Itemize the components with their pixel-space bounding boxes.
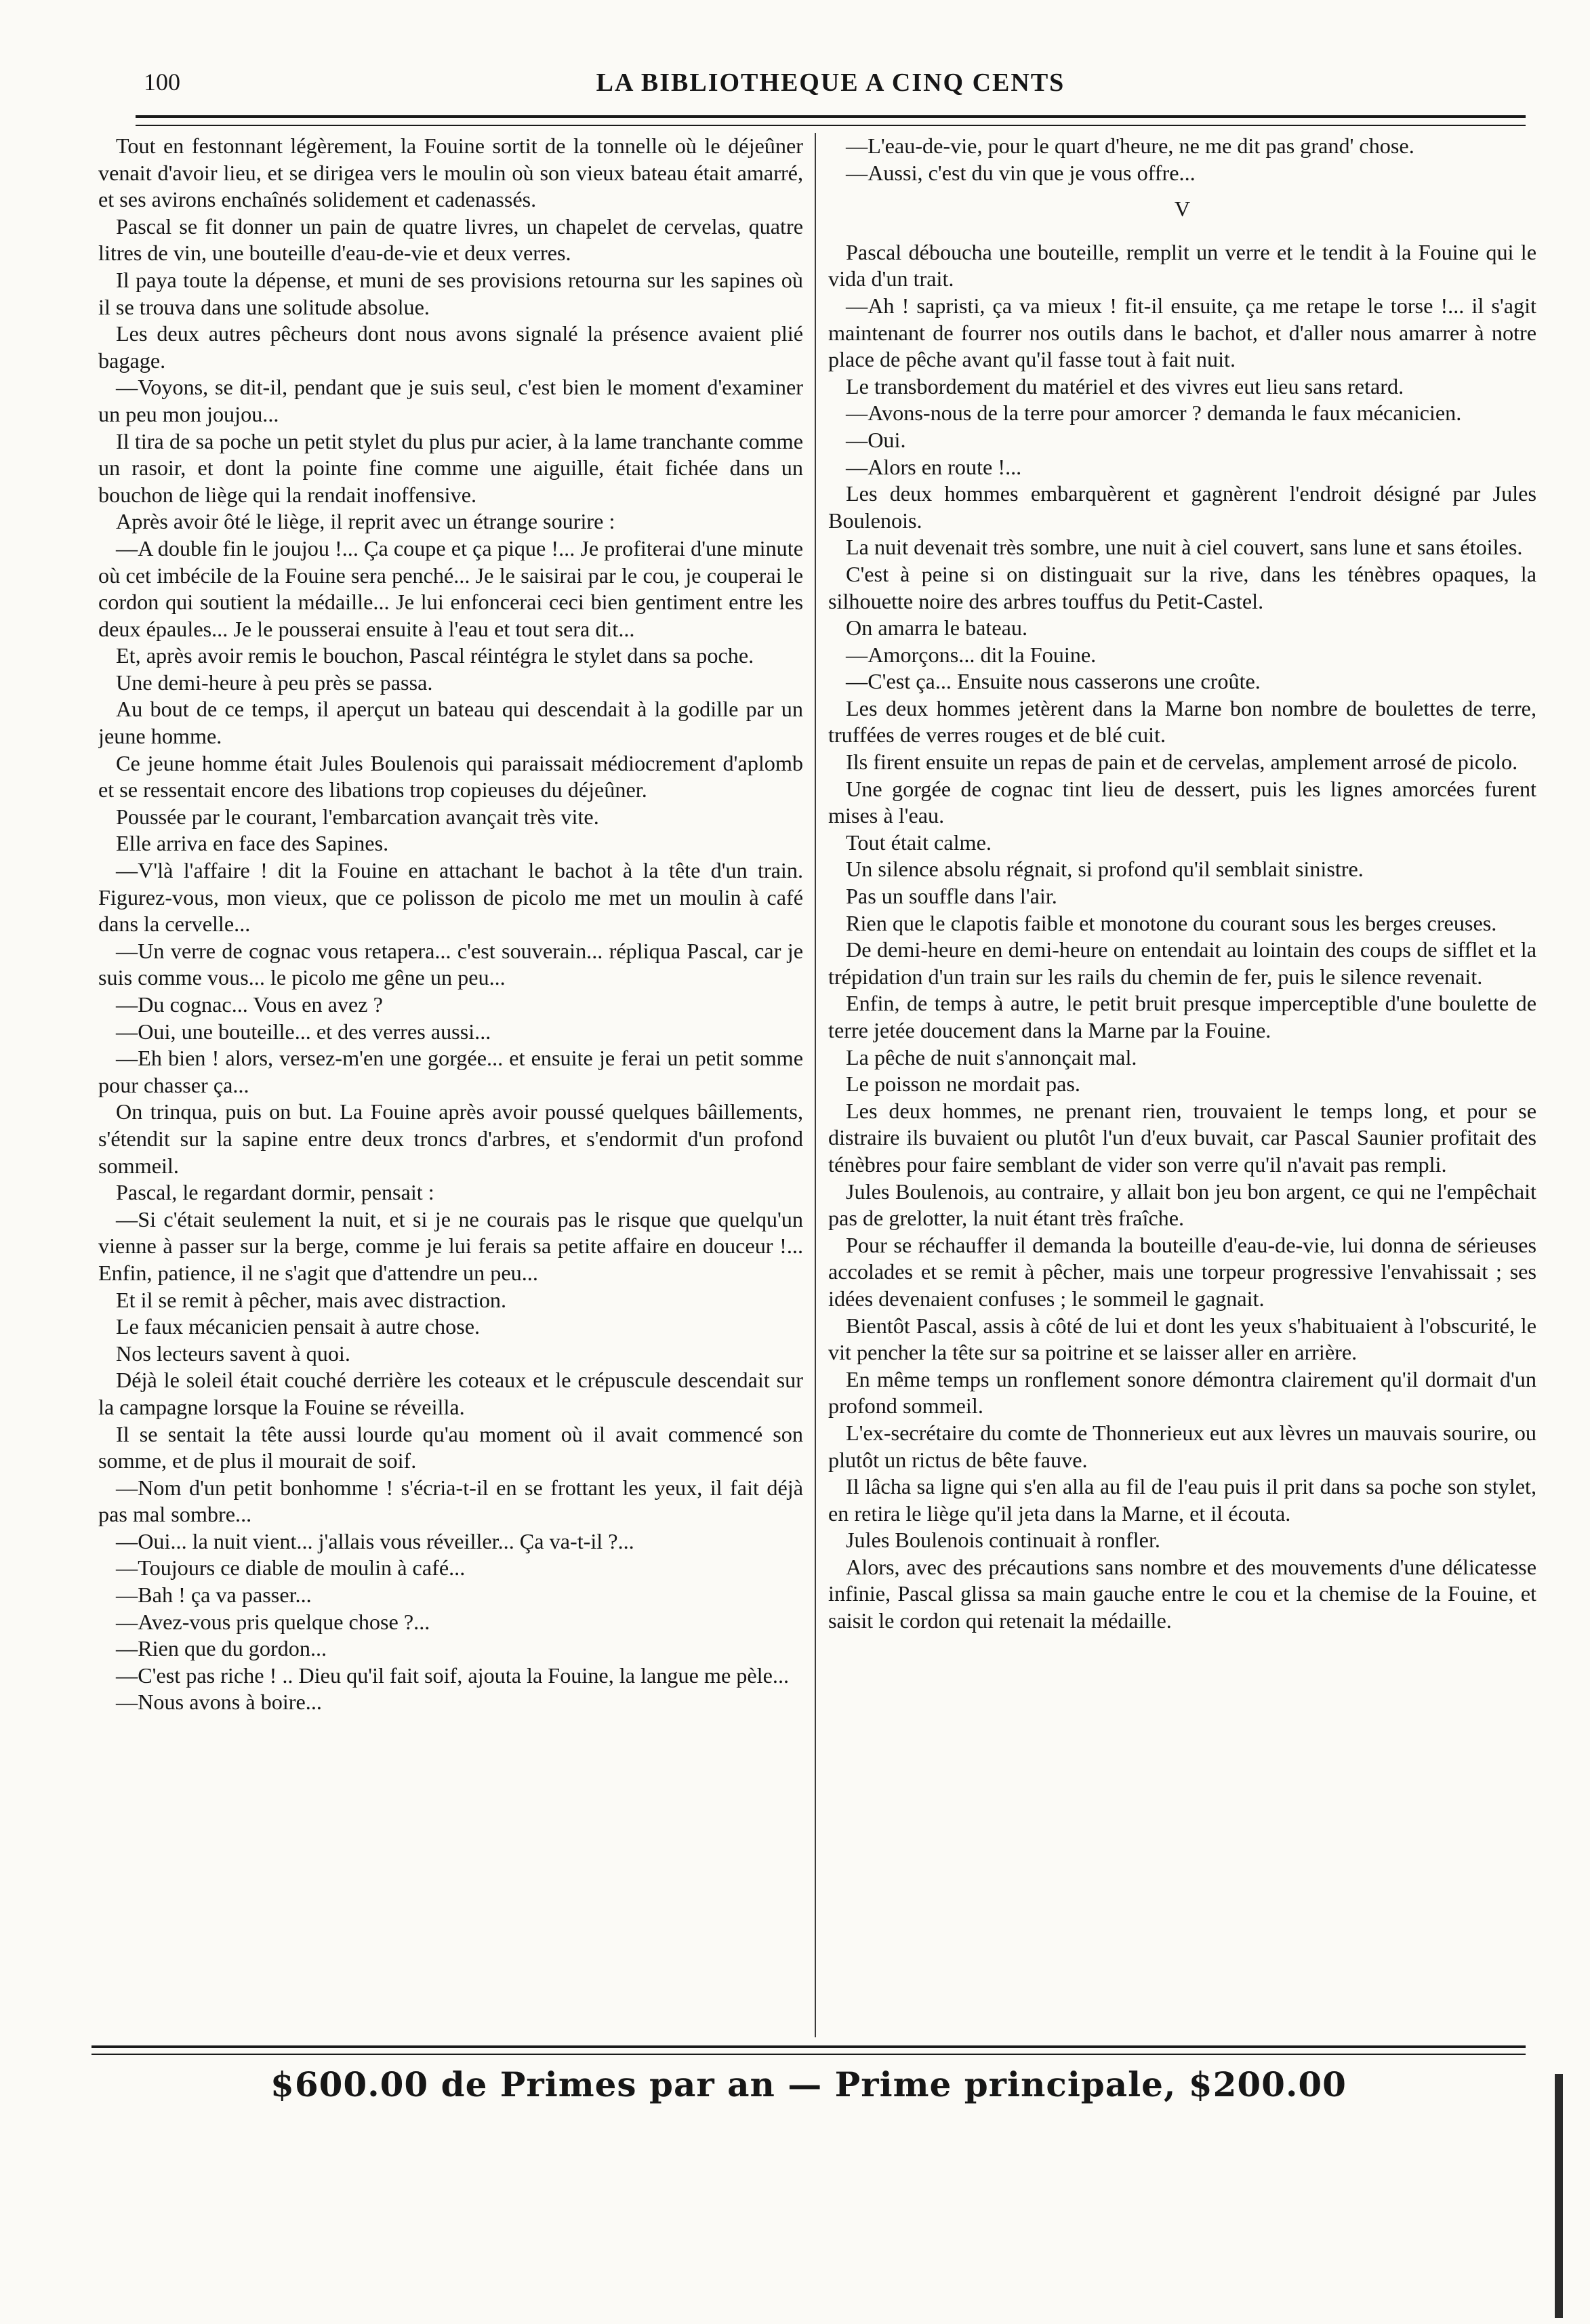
paragraph: —Un verre de cognac vous retapera... c'est souverain... répliqua Pascal, car je suis comme vous... le picolo me gêne un peu... [98,938,803,990]
paragraph: Enfin, de temps à autre, le petit bruit presque imperceptible d'une boulette de terre jetée doucement dans la Marne par la Fouine. [828,991,1536,1042]
page-number: 100 [144,68,180,96]
left-column [98,133,803,2037]
paragraph: —Nous avons à boire... [116,1690,322,1715]
paragraph: Les deux autres pêcheurs dont nous avons signalé la présence avaient plié bagage. [98,321,803,373]
paragraph: —Voyons, se dit-il, pendant que je suis seul, c'est bien le moment d'examiner un peu mon joujou... [98,375,803,426]
paragraph: Il se sentait la tête aussi lourde qu'au moment où il avait commencé son somme, et de plus il mourait de soif. [98,1421,803,1473]
paragraph: —A double fin le joujou !... Ça coupe et ça pique !... Je profiterai d'une minute où cet imbécile de la Fouine sera penché... Je le saisirai par le cou, je couperai le cordon qui soutient la médaille... Je lui enfoncerai ceci bien gentiment entre les deux épaules... Je le pousserai ensuite à l'eau et tout sera dit... [98,535,803,641]
paragraph: Nos lecteurs savent à quoi. [116,1341,350,1366]
page-edge-mark [1555,2074,1563,2318]
paragraph: Une gorgée de cognac tint lieu de dessert, puis les lignes amorcées furent mises à l'eau. [828,776,1536,828]
paragraph: Alors, avec des précautions sans nombre et des mouvements d'une délicatesse infinie, Pascal glissa sa main gauche entre le cou et la chemise de la Fouine, et saisit le cordon qui retenait la médaille. [828,1554,1536,1633]
paragraph: La nuit devenait très sombre, une nuit à ciel couvert, sans lune et sans étoiles. [846,535,1523,560]
header-rule [136,115,1526,126]
paragraph: —Eh bien ! alors, versez-m'en une gorgée... et ensuite je ferai un petit somme pour chasser ça... [98,1046,803,1097]
paragraph: —Ah ! sapristi, ça va mieux ! fit-il ensuite, ça me retape le torse !... il s'agit maintenant de fourrer nos outils dans le bachot, et d'aller nous amarrer à notre place de pêche avant qu'il fasse tout à fait nuit. [828,293,1536,372]
paragraph: Rien que le clapotis faible et monotone du courant sous les berges creuses. [846,910,1497,935]
paragraph: Le poisson ne mordait pas. [846,1072,1080,1097]
premium-banner: $600.00 de Primes par an — Prime principale, $200.00 [270,2064,1347,2104]
paragraph: Une demi-heure à peu près se passa. [116,670,433,695]
paragraph: —V'là l'affaire ! dit la Fouine en attachant le bachot à la tête d'un train. Figurez-vous, mon vieux, que ce polisson de picolo me met un moulin à café dans la cervelle... [98,858,803,937]
paragraph: —Rien que du gordon... [116,1636,327,1661]
running-title: LA BIBLIOTHEQUE A CINQ CENTS [596,68,1065,97]
paragraph: —Avons-nous de la terre pour amorcer ? demanda le faux mécanicien. [846,401,1462,426]
paragraph: Ce jeune homme était Jules Boulenois qui paraissait médiocrement d'aplomb et se ressentait encore des libations trop copieuses du déjeûner. [98,750,803,802]
paragraph: Au bout de ce temps, il aperçut un bateau qui descendait à la godille par un jeune homme. [98,697,803,749]
paragraph: Bientôt Pascal, assis à côté de lui et dont les yeux s'habituaient à l'obscurité, le vit pencher la tête sur sa poitrine et se laisser aller en arrière. [828,1313,1536,1365]
paragraph: Jules Boulenois continuait à ronfler. [846,1528,1160,1553]
paragraph: —Amorçons... dit la Fouine. [846,642,1097,667]
paragraph: De demi-heure en demi-heure on entendait au lointain des coups de sifflet et la trépidation d'un train sur les rails du chemin de fer, puis le silence revenait. [828,937,1536,989]
paragraph: Le transbordement du matériel et des vivres eut lieu sans retard. [846,373,1404,399]
paragraph: —Oui, une bouteille... et des verres aussi... [116,1019,491,1044]
paragraph: On trinqua, puis on but. La Fouine après avoir poussé quelques bâillements, s'étendit sur la sapine entre deux troncs d'arbres, et s'endormit d'un profond sommeil. [98,1099,803,1178]
paragraph: —Nom d'un petit bonhomme ! s'écria-t-il en se frottant les yeux, il fait déjà pas mal sombre... [98,1475,803,1527]
paragraph: Il lâcha sa ligne qui s'en alla au fil de l'eau puis il prit dans sa poche son stylet, en retira le liège qu'il jeta dans la Marne, et il écouta. [828,1474,1536,1526]
page-header [136,68,1526,108]
paragraph: Le faux mécanicien pensait à autre chose. [116,1314,481,1339]
paragraph: Ils firent ensuite un repas de pain et de cervelas, amplement arrosé de picolo. [846,750,1518,775]
paragraph: Jules Boulenois, au contraire, y allait bon jeu bon argent, ce qui ne l'empêchait pas de grelotter, la nuit étant très fraîche. [828,1179,1536,1231]
paragraph: Déjà le soleil était couché derrière les coteaux et le crépuscule descendait sur la campagne lorsque la Fouine se réveilla. [98,1368,803,1419]
paragraph: —Aussi, c'est du vin que je vous offre... [846,160,1196,185]
paragraph: Les deux hommes, ne prenant rien, trouvaient le temps long, et pour se distraire ils buvaient ou plutôt l'un d'eux buvait, car Pascal Saunier profitait des ténèbres pour faire semblant de vider son verre qu'il n'avait pas rempli. [828,1098,1536,1177]
paragraph: Et il se remit à pêcher, mais avec distraction. [116,1287,507,1312]
paragraph: —Toujours ce diable de moulin à café... [116,1555,466,1581]
paragraph: Tout en festonnant légèrement, la Fouine sortit de la tonnelle où le déjeûner venait d'avoir lieu, et se dirigea vers le moulin où son vieux bateau était amarré, et ses avirons enchaînés solidement et cadenassés. [98,134,803,212]
paragraph: Pascal, le regardant dormir, pensait : [116,1180,434,1205]
paragraph: Pas un souffle dans l'air. [846,884,1057,909]
paragraph: —Alors en route !... [846,454,1022,479]
paragraph: —Du cognac... Vous en avez ? [116,992,383,1017]
section-heading: V [1174,197,1191,222]
paragraph: —Oui. [846,427,906,452]
right-column [828,133,1536,2037]
paragraph: La pêche de nuit s'annonçait mal. [846,1044,1137,1069]
paragraph: C'est à peine si on distinguait sur la rive, dans les ténèbres opaques, la silhouette noire des arbres touffus du Petit-Castel. [828,561,1536,613]
paragraph: Un silence absolu régnait, si profond qu'il semblait sinistre. [846,857,1364,882]
paragraph: —Avez-vous pris quelque chose ?... [116,1609,430,1634]
paragraph: Pour se réchauffer il demanda la bouteille d'eau-de-vie, lui donna de sérieuses accolades et se remit à pêcher, mais une torpeur progressive l'envahissait ; ses idées devenaient confuses ; le sommeil le gagnait. [828,1232,1536,1311]
paragraph: Après avoir ôté le liège, il reprit avec un étrange sourire : [116,509,615,534]
paragraph: —Oui... la nuit vient... j'allais vous réveiller... Ça va-t-il ?... [116,1528,634,1553]
paragraph: L'ex-secrétaire du comte de Thonnerieux eut aux lèvres un mauvais sourire, ou plutôt un rictus de bête fauve. [828,1420,1536,1472]
paragraph: Il tira de sa poche un petit stylet du plus pur acier, à la lame tranchante comme un rasoir, et dont la pointe fine comme une aiguille, était fichée dans un bouchon de liège qui la rendait inoffensive. [98,428,803,507]
footer-rule [91,2045,1526,2055]
paragraph: Elle arriva en face des Sapines. [116,831,389,856]
paragraph: Pascal se fit donner un pain de quatre livres, un chapelet de cervelas, quatre litres de vin, une bouteille d'eau-de-vie et deux verres. [98,213,803,266]
paragraph: —Bah ! ça va passer... [116,1583,312,1608]
paragraph: —C'est pas riche ! .. Dieu qu'il fait soif, ajouta la Fouine, la langue me pèle... [116,1663,790,1688]
paragraph: Il paya toute la dépense, et muni de ses provisions retourna sur les sapines où il se trouva dans une solitude absolue. [98,267,803,319]
paragraph: Pascal déboucha une bouteille, remplit un verre et le tendit à la Fouine qui le vida d'un trait. [828,239,1536,291]
paragraph: On amarra le bateau. [846,615,1028,640]
paragraph: Les deux hommes embarquèrent et gagnèrent l'endroit désigné par Jules Boulenois. [828,481,1536,533]
column-divider [815,133,816,2037]
paragraph: Poussée par le courant, l'embarcation avançait très vite. [116,804,599,829]
paragraph: —Si c'était seulement la nuit, et si je ne courais pas le risque que quelqu'un vienne à passer sur la berge, comme je lui ferais sa petite affaire en douceur !... Enfin, patience, il ne s'agit que d'attendre un peu... [98,1206,803,1285]
paragraph: Les deux hommes jetèrent dans la Marne bon nombre de boulettes de terre, truffées de verres rouges et de blé cuit. [828,695,1536,748]
paragraph: —C'est ça... Ensuite nous casserons une croûte. [846,669,1261,694]
paragraph: En même temps un ronflement sonore démontra clairement qu'il dormait d'un profond sommeil. [828,1366,1536,1419]
paragraph: Et, après avoir remis le bouchon, Pascal réintégra le stylet dans sa poche. [116,643,754,668]
paragraph: Tout était calme. [846,830,992,855]
paragraph: —L'eau-de-vie, pour le quart d'heure, ne me dit pas grand' chose. [846,134,1414,158]
